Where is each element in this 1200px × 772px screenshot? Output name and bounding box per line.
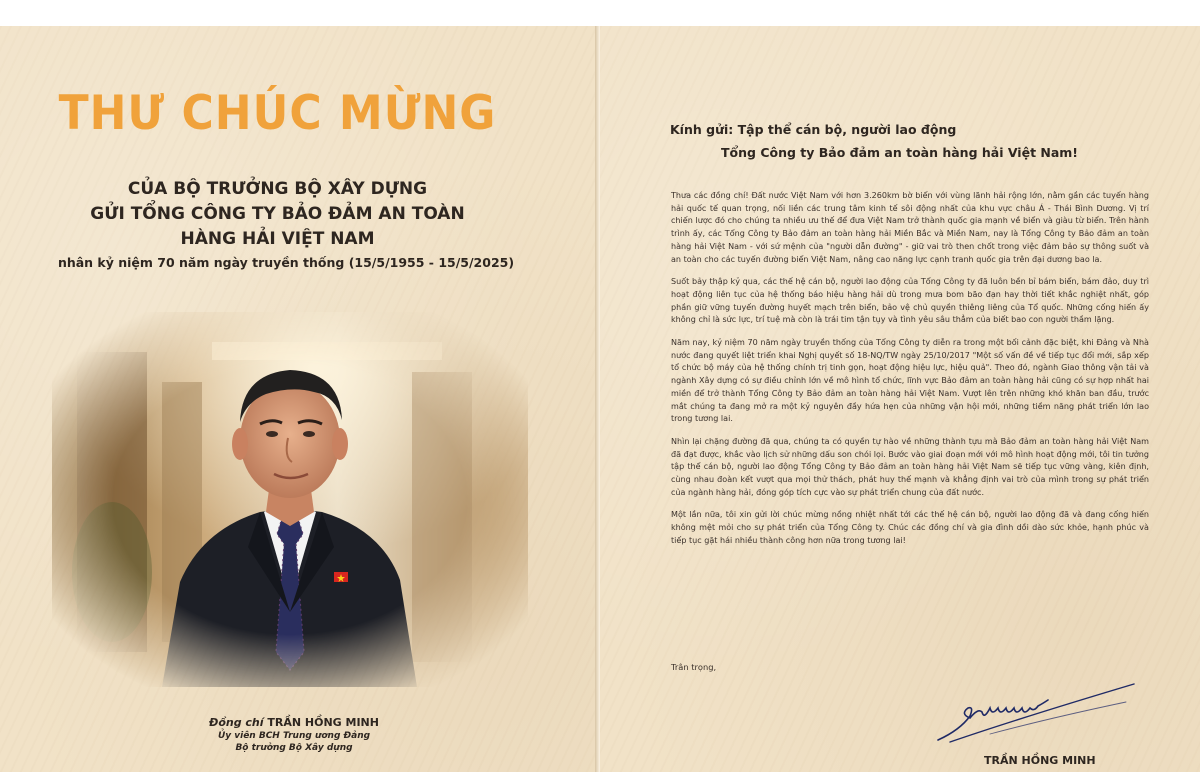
caption-name: TRẦN HỒNG MINH <box>267 716 379 729</box>
signer-name: TRẦN HỒNG MINH <box>984 754 1096 767</box>
caption-prefix: Đồng chí <box>209 716 268 729</box>
portrait-caption <box>150 716 438 754</box>
caption-role-1: Ủy viên BCH Trung ương Đảng <box>217 731 371 741</box>
subtitle-line: CỦA BỘ TRƯỞNG BỘ XÂY DỰNG <box>127 179 428 199</box>
closing-line: Trân trọng, <box>671 662 717 672</box>
handwritten-signature <box>930 678 1140 753</box>
salutation-line-1: Kính gửi: Tập thể cán bộ, người lao động <box>670 122 957 137</box>
caption-name-line <box>150 716 438 730</box>
letter-title: THƯ CHÚC MỪNG <box>58 85 497 141</box>
salutation <box>670 118 1078 164</box>
subtitle-line: HÀNG HẢI VIỆT NAM <box>180 229 375 249</box>
body-paragraph: Thưa các đồng chí! Đất nước Việt Nam với hơn 3.260km bờ biển với vùng lãnh hải rộng lớn, nằm gần các tuyến hàng hải quốc tế quan trọng, nối liền các trung tâm kinh tế sôi động nhất của khu vực châu Á - Thái Bình Dương. Vị trí chiến lược đó cho chúng ta nhiều ưu thế để đưa Việt Nam trở thành quốc gia mạnh về biển và giàu từ biển. Trên hành trình ấy, các Tổng Công ty Bảo đảm an toàn hàng hải Miền Bắc và Miền Nam, nay là Tổng Công ty Bảo đảm an toàn hàng hải Việt Nam - với sứ mệnh của "người dẫn đường" - giữ vai trò then chốt trong việc đảm bảo sự thông suốt và an toàn cho các tuyến đường biển Việt Nam, nâng cao năng lực cạnh tranh quốc gia trên đại dương bao la. <box>671 191 1149 264</box>
anniversary-line: nhân kỷ niệm 70 năm ngày truyền thống (15/5/1955 - 15/5/2025) <box>57 255 515 270</box>
caption-role-2: Bộ trưởng Bộ Xây dựng <box>235 743 353 753</box>
subtitle-line: GỬI TỔNG CÔNG TY BẢO ĐẢM AN TOÀN <box>90 204 465 224</box>
letter-subtitle <box>0 177 555 252</box>
salutation-line-2: Tổng Công ty Bảo đảm an toàn hàng hải Việt Nam! <box>721 145 1079 160</box>
letter-body <box>671 190 1149 558</box>
body-paragraph: Năm nay, kỷ niệm 70 năm ngày truyền thống của Tổng Công ty diễn ra trong một bối cảnh đặc biệt, khi Đảng và Nhà nước đang quyết liệt triển khai Nghị quyết số 18-NQ/TW ngày 25/10/2017 "Một số vấn đề về tiếp tục đổi mới, sắp xếp tổ chức bộ máy của hệ thống chính trị tinh gọn, hoạt động hiệu lực, hiệu quả". Theo đó, ngành Giao thông vận tải và ngành Xây dựng có sự điều chỉnh lớn về mô hình tổ chức, lĩnh vực Bảo đảm an toàn hàng hải cũng có sự hợp nhất hai miền để trở thành Tổng Công ty Bảo đảm an toàn hàng hải Việt Nam. Vượt lên trên những khó khăn ban đầu, trước mắt chúng ta đang mở ra một kỷ nguyên đầy hứa hẹn của những vận hội mới, những tiềm năng phát triển lớn lao trong tương lai. <box>671 338 1149 424</box>
minister-portrait <box>52 312 528 687</box>
body-paragraph: Suốt bảy thập kỷ qua, các thế hệ cán bộ, người lao động của Tổng Công ty đã luôn bền bỉ bám biển, bám đảo, duy trì hoạt động liên tục của hệ thống báo hiệu hàng hải dù trong mưa bom bão đạn hay thời tiết khắc nghiệt nhất, góp phần giữ vững tuyến đường huyết mạch trên biển, bảo vệ chủ quyền thiêng liêng của Tổ quốc. Những cống hiến ấy không chỉ là sức lực, trí tuệ mà còn là trái tim tận tụy và tình yêu sâu thẳm của biết bao con người thầm lặng. <box>671 277 1149 325</box>
body-paragraph: Một lần nữa, tôi xin gửi lời chúc mừng nồng nhiệt nhất tới các thế hệ cán bộ, người lao động đã và đang cống hiến không mệt mỏi cho sự phát triển của Tổng Công ty. Chúc các đồng chí và gia đình dồi dào sức khỏe, hạnh phúc và tiếp tục gặt hái nhiều thành công hơn nữa trong tương lai! <box>671 510 1149 545</box>
body-paragraph: Nhìn lại chặng đường đã qua, chúng ta có quyền tự hào về những thành tựu mà Bảo đảm an toàn hàng hải Việt Nam đã đạt được, khắc vào lịch sử những dấu son chói lọi. Bước vào giai đoạn mới với mô hình hoạt động mới, tôi tin tưởng tập thể cán bộ, người lao động Tổng Công ty Bảo đảm an toàn hàng hải Việt Nam sẽ tiếp tục vững vàng, kiên định, cùng nhau đoàn kết vượt qua mọi thử thách, phát huy thế mạnh và khẳng định vai trò của mình trong sự phát triển của ngành hàng hải, đóng góp tích cực vào sự phát triển chung của đất nước. <box>671 436 1149 497</box>
